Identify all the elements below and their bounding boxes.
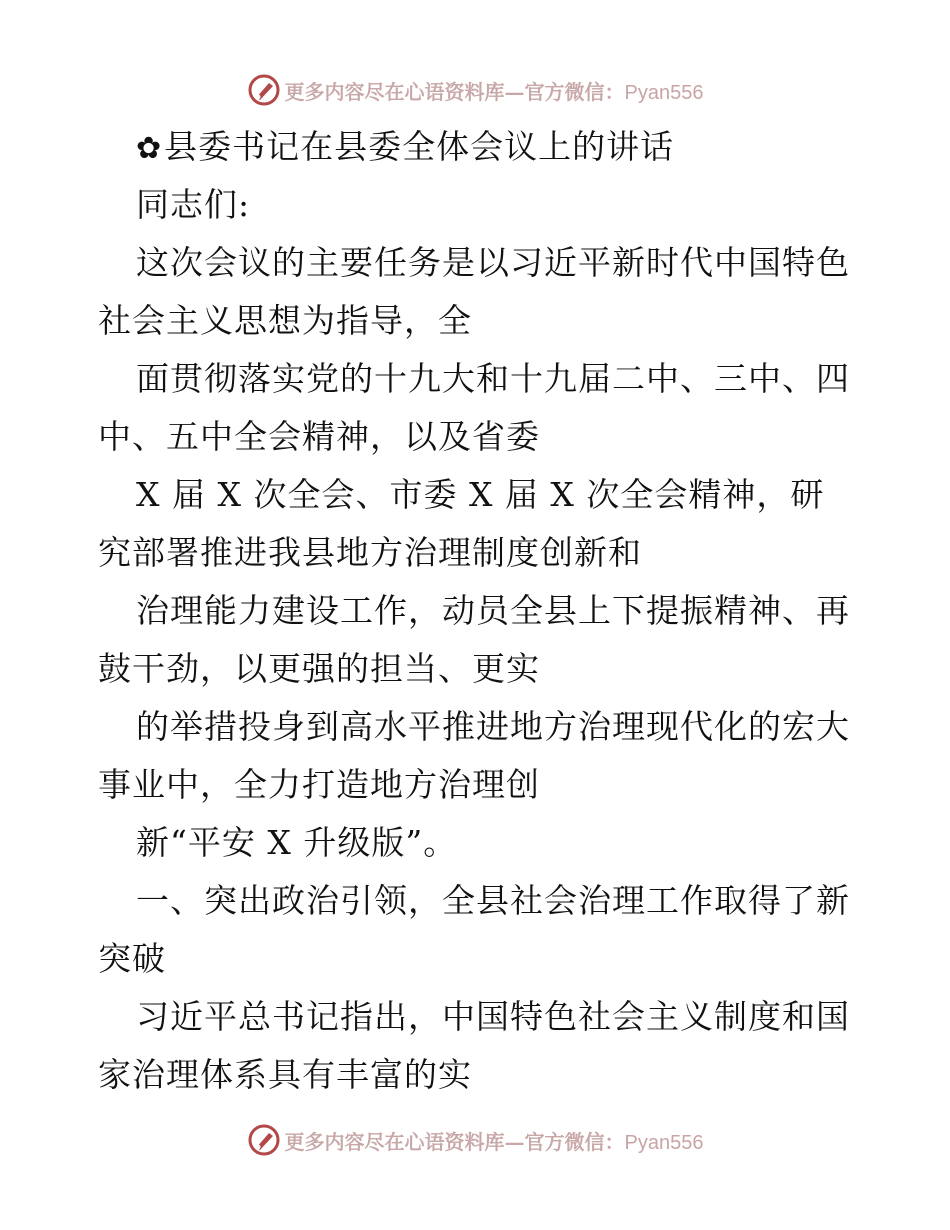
header-watermark-banner xyxy=(0,68,950,112)
paragraph-line: 同志们: xyxy=(136,185,251,224)
document-body xyxy=(98,118,858,1104)
flower-bullet-icon: ✿ xyxy=(136,131,163,166)
paragraph-line: 习近平总书记指出，中国特色社会主义制度和国 xyxy=(136,997,850,1036)
paragraph-line: 新“平安 X 升级版”。 xyxy=(136,823,458,862)
paragraph-line: 社会主义思想为指导，全 xyxy=(98,301,472,340)
watermark-text xyxy=(285,76,704,105)
paragraph-line: 鼓干劲，以更强的担当、更实 xyxy=(98,649,540,688)
paragraph-line: 治理能力建设工作，动员全县上下提振精神、再 xyxy=(136,591,850,630)
pen-nib-logo-icon xyxy=(247,73,281,107)
title-text: 县委书记在县委全体会议上的讲话 xyxy=(164,127,675,166)
watermark-contact: Pyan556 xyxy=(624,81,704,104)
paragraph-line: 面贯彻落实党的十九大和十九届二中、三中、四 xyxy=(136,359,850,398)
paragraph-line: 这次会议的主要任务是以习近平新时代中国特色 xyxy=(136,243,850,282)
paragraph-line: 突破 xyxy=(98,939,166,978)
paragraph-line: 一、突出政治引领，全县社会治理工作取得了新 xyxy=(136,881,850,920)
watermark-label: 更多内容尽在心语资料库—官方微信： xyxy=(284,79,625,104)
paragraph-line: X 届 X 次全会、市委 X 届 X 次全会精神，研 xyxy=(136,475,825,514)
paragraph-line: 家治理体系具有丰富的实 xyxy=(98,1055,472,1094)
paragraph-line: 事业中，全力打造地方治理创 xyxy=(98,765,540,804)
pen-nib-logo-icon xyxy=(247,1123,281,1157)
watermark-contact: Pyan556 xyxy=(624,1131,704,1154)
document-title xyxy=(98,118,858,176)
footer-watermark-banner xyxy=(0,1118,950,1162)
watermark-text xyxy=(285,1126,704,1155)
watermark-label: 更多内容尽在心语资料库—官方微信： xyxy=(284,1129,625,1154)
paragraph-line: 中、五中全会精神，以及省委 xyxy=(98,417,540,456)
paragraph-line: 究部署推进我县地方治理制度创新和 xyxy=(98,533,642,572)
paragraph-line: 的举措投身到高水平推进地方治理现代化的宏大 xyxy=(136,707,850,746)
